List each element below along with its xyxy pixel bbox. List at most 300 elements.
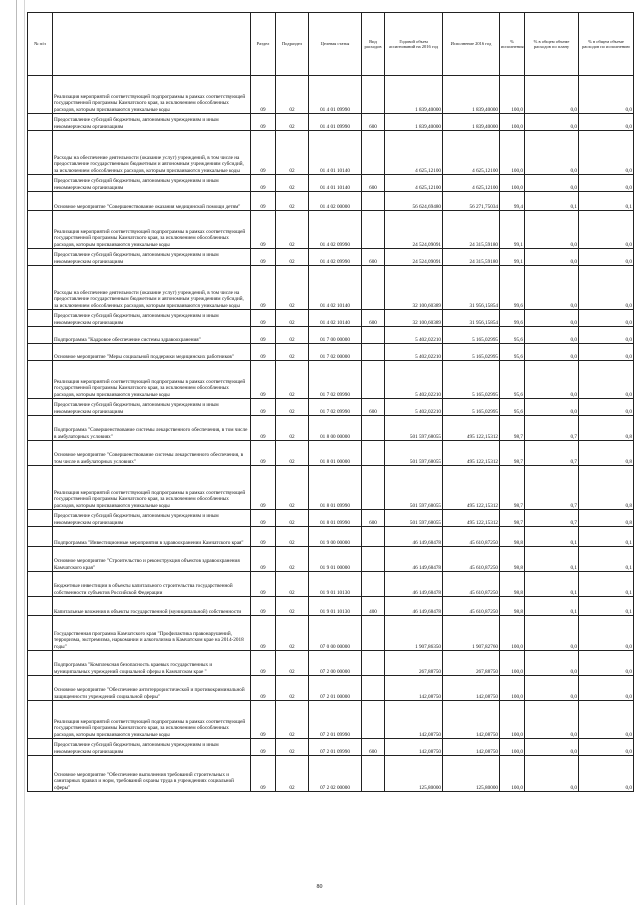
- row-vid-cell: [362, 547, 385, 572]
- row-razdel-cell: 09: [251, 344, 276, 361]
- row-vid-cell: [362, 266, 385, 310]
- row-statya-cell: 01 9 01 10130: [309, 597, 362, 616]
- row-razdel-cell: 09: [251, 131, 276, 175]
- row-plan-cell: 46 149,68478: [385, 547, 443, 572]
- row-plan-cell: 5 402,02210: [385, 399, 443, 416]
- row-isp-cell: 495 122,15312: [443, 510, 500, 527]
- row-vid-cell: 600: [362, 249, 385, 266]
- row-isp-cell: 1 839,40000: [443, 114, 500, 131]
- row-isp-cell: 142,08750: [443, 676, 500, 701]
- row-vid-cell: [362, 676, 385, 701]
- row-pct-cell: 100,0: [500, 76, 525, 114]
- row-share-isp-cell: 0,1: [579, 192, 634, 211]
- row-vid-cell: [362, 756, 385, 792]
- row-pct-cell: 99,1: [500, 211, 525, 249]
- table-row: [28, 131, 634, 175]
- row-plan-cell: 125,80000: [385, 756, 443, 792]
- table-row: [28, 416, 634, 441]
- row-pct-cell: 99,1: [500, 249, 525, 266]
- row-isp-cell: 4 625,12100: [443, 175, 500, 192]
- header-isp: Исполнение 2016 год: [443, 13, 500, 76]
- row-share-plan-cell: 0,7: [525, 466, 579, 510]
- row-vid-cell: [362, 466, 385, 510]
- row-share-plan-cell: 0,1: [525, 527, 579, 547]
- row-pct-cell: 95,6: [500, 399, 525, 416]
- row-name-cell: Расходы на обеспечение деятельности (оказание услуг) учреждений, в том числе на предоставление государственным бюджетным и автономным учреждениям субсидий, за исключением обособленных расходов, которым присваиваются уникальные коды: [53, 266, 251, 310]
- row-isp-cell: 142,08750: [443, 739, 500, 756]
- row-pct-cell: 100,0: [500, 701, 525, 739]
- header-statya: Целевая статья: [309, 13, 362, 76]
- row-razdel-cell: 09: [251, 510, 276, 527]
- row-share-plan-cell: 0,0: [525, 266, 579, 310]
- row-isp-cell: 5 165,02995: [443, 399, 500, 416]
- row-share-isp-cell: 0,0: [579, 344, 634, 361]
- row-share-plan-cell: 0,1: [525, 597, 579, 616]
- row-statya-cell: 01 4 01 10140: [309, 131, 362, 175]
- row-pct-cell: 100,0: [500, 175, 525, 192]
- row-num-cell: [28, 441, 53, 466]
- row-share-plan-cell: 0,0: [525, 249, 579, 266]
- row-statya-cell: 01 7 02 09990: [309, 361, 362, 399]
- row-name-cell: Подпрограмма "Инвестиционные мероприятия в здравоохранении Камчатского края": [53, 527, 251, 547]
- row-num-cell: [28, 739, 53, 756]
- row-name-cell: Предоставление субсидий бюджетным, автономным учреждениям и иным некоммерческим организациям: [53, 175, 251, 192]
- row-share-isp-cell: 0,0: [579, 756, 634, 792]
- row-share-plan-cell: 0,0: [525, 211, 579, 249]
- row-name-cell: Предоставление субсидий бюджетным, автономным учреждениям и иным некоммерческим организациям: [53, 249, 251, 266]
- row-name-cell: Реализация мероприятий соответствующей подпрограммы в рамках соответствующей государственной программы Камчатского края, за исключением обособленных расходов, которым присваиваются уникальные коды: [53, 701, 251, 739]
- row-isp-cell: 495 122,15312: [443, 441, 500, 466]
- row-statya-cell: 01 7 02 09990: [309, 399, 362, 416]
- row-razdel-cell: 09: [251, 114, 276, 131]
- row-isp-cell: 45 610,87250: [443, 572, 500, 597]
- row-isp-cell: 495 122,15312: [443, 416, 500, 441]
- row-num-cell: [28, 616, 53, 651]
- row-statya-cell: 01 4 02 00000: [309, 192, 362, 211]
- row-name-cell: Основное мероприятие "Меры социальной поддержки медицинских работников": [53, 344, 251, 361]
- row-vid-cell: 600: [362, 310, 385, 327]
- row-podrazdel-cell: 02: [276, 651, 309, 676]
- row-podrazdel-cell: 02: [276, 510, 309, 527]
- row-isp-cell: 31 956,15854: [443, 266, 500, 310]
- row-plan-cell: 501 597,68055: [385, 466, 443, 510]
- budget-execution-table: [27, 12, 634, 792]
- row-statya-cell: 01 7 02 00000: [309, 344, 362, 361]
- row-plan-cell: 501 597,68055: [385, 416, 443, 441]
- row-num-cell: [28, 756, 53, 792]
- row-pct-cell: 98,7: [500, 466, 525, 510]
- row-share-isp-cell: 0,0: [579, 616, 634, 651]
- row-statya-cell: 01 7 00 00000: [309, 327, 362, 344]
- row-pct-cell: 98,8: [500, 527, 525, 547]
- row-num-cell: [28, 547, 53, 572]
- row-isp-cell: 45 610,87250: [443, 547, 500, 572]
- row-pct-cell: 99,6: [500, 266, 525, 310]
- row-name-cell: Основное мероприятие "Обеспечение антитеррористической и противокриминальной защищенности учреждений социальной сферы": [53, 676, 251, 701]
- row-pct-cell: 100,0: [500, 114, 525, 131]
- row-share-isp-cell: 0,1: [579, 527, 634, 547]
- row-razdel-cell: 09: [251, 327, 276, 344]
- row-name-cell: Подпрограмма "Совершенствование системы лекарственного обеспечения, в том числе в амбулаторных условиях": [53, 416, 251, 441]
- row-statya-cell: 01 9 01 00000: [309, 547, 362, 572]
- header-name: [53, 13, 251, 76]
- row-isp-cell: 56 271,75034: [443, 192, 500, 211]
- row-pct-cell: 95,6: [500, 361, 525, 399]
- row-share-isp-cell: 0,0: [579, 361, 634, 399]
- row-name-cell: Реализация мероприятий соответствующей подпрограммы в рамках соответствующей государственной программы Камчатского края, за исключением обособленных расходов, которым присваиваются уникальные коды: [53, 76, 251, 114]
- row-name-cell: Предоставление субсидий бюджетным, автономным учреждениям и иным некоммерческим организациям: [53, 739, 251, 756]
- row-pct-cell: 98,8: [500, 572, 525, 597]
- row-plan-cell: 4 625,12100: [385, 175, 443, 192]
- row-vid-cell: [362, 527, 385, 547]
- row-share-plan-cell: 0,0: [525, 701, 579, 739]
- row-pct-cell: 100,0: [500, 756, 525, 792]
- row-statya-cell: 07 2 01 09990: [309, 739, 362, 756]
- row-razdel-cell: 09: [251, 651, 276, 676]
- row-share-plan-cell: 0,0: [525, 651, 579, 676]
- table-row: [28, 441, 634, 466]
- row-share-isp-cell: 0,1: [579, 597, 634, 616]
- row-razdel-cell: 09: [251, 76, 276, 114]
- row-share-isp-cell: 0,8: [579, 441, 634, 466]
- row-pct-cell: 98,7: [500, 510, 525, 527]
- row-num-cell: [28, 344, 53, 361]
- table-row: [28, 266, 634, 310]
- table-row: [28, 597, 634, 616]
- row-pct-cell: 98,7: [500, 416, 525, 441]
- row-vid-cell: 600: [362, 510, 385, 527]
- row-share-isp-cell: 0,0: [579, 131, 634, 175]
- row-name-cell: Реализация мероприятий соответствующей подпрограммы в рамках соответствующей государственной программы Камчатского края, за исключением обособленных расходов, которым присваиваются уникальные коды: [53, 361, 251, 399]
- row-statya-cell: 01 4 02 10140: [309, 266, 362, 310]
- row-vid-cell: [362, 361, 385, 399]
- table-row: [28, 572, 634, 597]
- table-row: [28, 310, 634, 327]
- table-row: [28, 76, 634, 114]
- row-share-plan-cell: 0,1: [525, 192, 579, 211]
- row-pct-cell: 95,6: [500, 327, 525, 344]
- row-num-cell: [28, 211, 53, 249]
- row-share-plan-cell: 0,0: [525, 114, 579, 131]
- row-num-cell: [28, 399, 53, 416]
- row-share-isp-cell: 0,0: [579, 310, 634, 327]
- header-share-isp: % в общем объеме расходов по исполнению: [579, 13, 634, 76]
- table-row: [28, 399, 634, 416]
- row-razdel-cell: 09: [251, 399, 276, 416]
- row-statya-cell: 01 9 01 10130: [309, 572, 362, 597]
- row-podrazdel-cell: 02: [276, 466, 309, 510]
- row-num-cell: [28, 361, 53, 399]
- row-share-isp-cell: 0,0: [579, 739, 634, 756]
- row-statya-cell: 01 8 01 09990: [309, 510, 362, 527]
- row-pct-cell: 99,4: [500, 192, 525, 211]
- row-plan-cell: 24 524,09091: [385, 211, 443, 249]
- row-podrazdel-cell: 02: [276, 701, 309, 739]
- row-statya-cell: 01 8 01 09990: [309, 466, 362, 510]
- header-razdel: Раздел: [251, 13, 276, 76]
- binding-line: [16, 0, 17, 905]
- row-podrazdel-cell: 02: [276, 527, 309, 547]
- row-vid-cell: [362, 701, 385, 739]
- row-num-cell: [28, 597, 53, 616]
- row-share-isp-cell: 0,0: [579, 399, 634, 416]
- row-num-cell: [28, 310, 53, 327]
- row-statya-cell: 01 8 00 00000: [309, 416, 362, 441]
- row-pct-cell: 100,0: [500, 676, 525, 701]
- row-razdel-cell: 09: [251, 175, 276, 192]
- row-share-isp-cell: 0,8: [579, 466, 634, 510]
- row-podrazdel-cell: 02: [276, 399, 309, 416]
- row-vid-cell: [362, 211, 385, 249]
- row-statya-cell: 01 9 00 00000: [309, 527, 362, 547]
- row-isp-cell: 24 315,59180: [443, 211, 500, 249]
- header-num: № п/п: [28, 13, 53, 76]
- row-plan-cell: 5 402,02210: [385, 327, 443, 344]
- row-pct-cell: 100,0: [500, 651, 525, 676]
- row-podrazdel-cell: 02: [276, 756, 309, 792]
- table-row: [28, 466, 634, 510]
- row-isp-cell: 495 122,15312: [443, 466, 500, 510]
- row-vid-cell: [362, 616, 385, 651]
- row-share-plan-cell: 0,0: [525, 756, 579, 792]
- row-isp-cell: 1 907,82760: [443, 616, 500, 651]
- row-podrazdel-cell: 02: [276, 416, 309, 441]
- row-razdel-cell: 09: [251, 249, 276, 266]
- row-share-isp-cell: 0,0: [579, 76, 634, 114]
- row-share-isp-cell: 0,0: [579, 266, 634, 310]
- row-statya-cell: 07 0 00 00000: [309, 616, 362, 651]
- row-razdel-cell: 09: [251, 547, 276, 572]
- row-razdel-cell: 09: [251, 310, 276, 327]
- row-razdel-cell: 09: [251, 466, 276, 510]
- table-row: [28, 249, 634, 266]
- row-plan-cell: 142,08750: [385, 676, 443, 701]
- row-name-cell: Реализация мероприятий соответствующей подпрограммы в рамках соответствующей государственной программы Камчатского края, за исключением обособленных расходов, которым присваиваются уникальные коды: [53, 466, 251, 510]
- row-share-plan-cell: 0,7: [525, 416, 579, 441]
- row-razdel-cell: 09: [251, 527, 276, 547]
- row-statya-cell: 07 2 00 00000: [309, 651, 362, 676]
- table-row: [28, 527, 634, 547]
- row-num-cell: [28, 416, 53, 441]
- row-share-plan-cell: 0,7: [525, 510, 579, 527]
- row-share-isp-cell: 0,0: [579, 701, 634, 739]
- row-share-isp-cell: 0,1: [579, 572, 634, 597]
- row-podrazdel-cell: 02: [276, 211, 309, 249]
- row-share-plan-cell: 0,0: [525, 175, 579, 192]
- row-share-isp-cell: 0,1: [579, 547, 634, 572]
- row-share-plan-cell: 0,0: [525, 616, 579, 651]
- row-share-plan-cell: 0,0: [525, 310, 579, 327]
- row-plan-cell: 501 597,68055: [385, 510, 443, 527]
- row-num-cell: [28, 327, 53, 344]
- row-plan-cell: 142,08750: [385, 739, 443, 756]
- row-plan-cell: 32 100,60389: [385, 266, 443, 310]
- row-share-isp-cell: 0,8: [579, 510, 634, 527]
- row-name-cell: Реализация мероприятий соответствующей подпрограммы в рамках соответствующей государственной программы Камчатского края, за исключением обособленных расходов, которым присваиваются уникальные коды: [53, 211, 251, 249]
- row-isp-cell: 267,88750: [443, 651, 500, 676]
- row-razdel-cell: 09: [251, 211, 276, 249]
- header-share-plan: % в общем объеме расходов по плану: [525, 13, 579, 76]
- table-row: [28, 739, 634, 756]
- table-row: [28, 701, 634, 739]
- header-plan: Годовой объем ассигнований на 2016 год: [385, 13, 443, 76]
- row-num-cell: [28, 192, 53, 211]
- row-share-plan-cell: 0,0: [525, 327, 579, 344]
- row-vid-cell: [362, 76, 385, 114]
- row-podrazdel-cell: 02: [276, 361, 309, 399]
- row-podrazdel-cell: 02: [276, 441, 309, 466]
- row-plan-cell: 24 524,09091: [385, 249, 443, 266]
- row-vid-cell: [362, 344, 385, 361]
- row-podrazdel-cell: 02: [276, 310, 309, 327]
- row-share-plan-cell: 0,1: [525, 547, 579, 572]
- row-name-cell: Предоставление субсидий бюджетным, автономным учреждениям и иным некоммерческим организациям: [53, 399, 251, 416]
- row-statya-cell: 07 2 02 00000: [309, 756, 362, 792]
- row-podrazdel-cell: 02: [276, 572, 309, 597]
- table-row: [28, 327, 634, 344]
- row-share-isp-cell: 0,0: [579, 249, 634, 266]
- row-share-plan-cell: 0,0: [525, 361, 579, 399]
- row-podrazdel-cell: 02: [276, 192, 309, 211]
- row-pct-cell: 100,0: [500, 131, 525, 175]
- row-num-cell: [28, 76, 53, 114]
- row-statya-cell: 07 2 01 09990: [309, 701, 362, 739]
- row-plan-cell: 46 149,68478: [385, 597, 443, 616]
- row-share-plan-cell: 0,7: [525, 441, 579, 466]
- row-isp-cell: 45 610,87250: [443, 597, 500, 616]
- row-statya-cell: 01 4 01 09990: [309, 76, 362, 114]
- row-statya-cell: 01 4 01 10140: [309, 175, 362, 192]
- row-vid-cell: 600: [362, 399, 385, 416]
- row-vid-cell: 600: [362, 739, 385, 756]
- row-plan-cell: 56 624,69480: [385, 192, 443, 211]
- row-vid-cell: [362, 131, 385, 175]
- row-podrazdel-cell: 02: [276, 76, 309, 114]
- table-header-row: [28, 13, 634, 76]
- row-isp-cell: 45 610,87250: [443, 527, 500, 547]
- binding-line: [24, 0, 25, 905]
- row-num-cell: [28, 676, 53, 701]
- row-pct-cell: 95,6: [500, 344, 525, 361]
- row-vid-cell: 600: [362, 114, 385, 131]
- table-body: [28, 76, 634, 792]
- row-share-isp-cell: 0,0: [579, 211, 634, 249]
- table-row: [28, 361, 634, 399]
- row-plan-cell: 501 597,68055: [385, 441, 443, 466]
- row-num-cell: [28, 466, 53, 510]
- row-share-plan-cell: 0,1: [525, 572, 579, 597]
- row-plan-cell: 1 907,86350: [385, 616, 443, 651]
- row-podrazdel-cell: 02: [276, 266, 309, 310]
- row-num-cell: [28, 175, 53, 192]
- table-row: [28, 211, 634, 249]
- row-podrazdel-cell: 02: [276, 327, 309, 344]
- row-isp-cell: 125,80000: [443, 756, 500, 792]
- row-share-isp-cell: 0,8: [579, 416, 634, 441]
- row-razdel-cell: 09: [251, 572, 276, 597]
- row-razdel-cell: 09: [251, 266, 276, 310]
- row-name-cell: Подпрограмма "Комплексная безопасность краевых государственных и муниципальных учреждений социальной сферы в Камчатском крае ": [53, 651, 251, 676]
- row-podrazdel-cell: 02: [276, 676, 309, 701]
- header-vid: Вид расходов: [362, 13, 385, 76]
- row-name-cell: Основное мероприятие "Совершенствование оказания медицинской помощи детям": [53, 192, 251, 211]
- row-share-plan-cell: 0,0: [525, 399, 579, 416]
- row-statya-cell: 01 4 02 09990: [309, 249, 362, 266]
- row-isp-cell: 142,08750: [443, 701, 500, 739]
- row-pct-cell: 98,8: [500, 597, 525, 616]
- row-share-plan-cell: 0,0: [525, 739, 579, 756]
- row-num-cell: [28, 249, 53, 266]
- row-statya-cell: 07 2 01 00000: [309, 676, 362, 701]
- row-razdel-cell: 09: [251, 739, 276, 756]
- row-share-plan-cell: 0,0: [525, 76, 579, 114]
- row-isp-cell: 4 625,12100: [443, 131, 500, 175]
- row-vid-cell: [362, 416, 385, 441]
- row-isp-cell: 24 315,59180: [443, 249, 500, 266]
- row-name-cell: Предоставление субсидий бюджетным, автономным учреждениям и иным некоммерческим организациям: [53, 310, 251, 327]
- row-name-cell: Капитальные вложения в объекты государственной (муниципальной) собственности: [53, 597, 251, 616]
- row-podrazdel-cell: 02: [276, 175, 309, 192]
- row-isp-cell: 5 165,02995: [443, 361, 500, 399]
- row-name-cell: Предоставление субсидий бюджетным, автономным учреждениям и иным некоммерческим организациям: [53, 114, 251, 131]
- row-podrazdel-cell: 02: [276, 249, 309, 266]
- header-pct: % исполнения: [500, 13, 525, 76]
- row-name-cell: Государственная программа Камчатского края "Профилактика правонарушений, терроризма, экстремизма, наркомании и алкоголизма в Камчатском крае на 2014-2018 годы": [53, 616, 251, 651]
- row-podrazdel-cell: 02: [276, 114, 309, 131]
- row-vid-cell: [362, 192, 385, 211]
- row-plan-cell: 1 839,40000: [385, 114, 443, 131]
- row-name-cell: Расходы на обеспечение деятельности (оказание услуг) учреждений, в том числе на предоставление государственным бюджетным и автономным учреждениям субсидий, за исключением обособленных расходов, которым присваиваются уникальные коды: [53, 131, 251, 175]
- row-num-cell: [28, 114, 53, 131]
- row-share-plan-cell: 0,0: [525, 676, 579, 701]
- table-row: [28, 344, 634, 361]
- row-vid-cell: [362, 651, 385, 676]
- row-vid-cell: [362, 572, 385, 597]
- row-razdel-cell: 09: [251, 756, 276, 792]
- row-plan-cell: 1 839,40000: [385, 76, 443, 114]
- table-row: [28, 510, 634, 527]
- row-share-isp-cell: 0,0: [579, 175, 634, 192]
- row-name-cell: Основное мероприятие "Строительство и реконструкция объектов здравоохранения Камчатского края": [53, 547, 251, 572]
- row-share-plan-cell: 0,0: [525, 131, 579, 175]
- row-vid-cell: [362, 441, 385, 466]
- row-pct-cell: 98,8: [500, 547, 525, 572]
- table-row: [28, 114, 634, 131]
- row-podrazdel-cell: 02: [276, 547, 309, 572]
- row-podrazdel-cell: 02: [276, 739, 309, 756]
- row-razdel-cell: 09: [251, 416, 276, 441]
- row-plan-cell: 142,08750: [385, 701, 443, 739]
- header-podrazdel: Подраздел: [276, 13, 309, 76]
- table-row: [28, 175, 634, 192]
- row-share-isp-cell: 0,0: [579, 327, 634, 344]
- row-podrazdel-cell: 02: [276, 344, 309, 361]
- row-num-cell: [28, 131, 53, 175]
- table-row: [28, 651, 634, 676]
- row-share-plan-cell: 0,0: [525, 344, 579, 361]
- row-podrazdel-cell: 02: [276, 616, 309, 651]
- row-num-cell: [28, 527, 53, 547]
- row-vid-cell: 400: [362, 597, 385, 616]
- row-statya-cell: 01 8 01 00000: [309, 441, 362, 466]
- row-num-cell: [28, 510, 53, 527]
- row-name-cell: Основное мероприятие "Обеспечение выполнения требований строительных и санитарных правил и норм, требований охраны труда в учреждениях социальной сферы": [53, 756, 251, 792]
- row-name-cell: Подпрограмма "Кадровое обеспечение системы здравоохранения": [53, 327, 251, 344]
- row-razdel-cell: 09: [251, 616, 276, 651]
- table-row: [28, 676, 634, 701]
- table-row: [28, 756, 634, 792]
- row-share-isp-cell: 0,0: [579, 676, 634, 701]
